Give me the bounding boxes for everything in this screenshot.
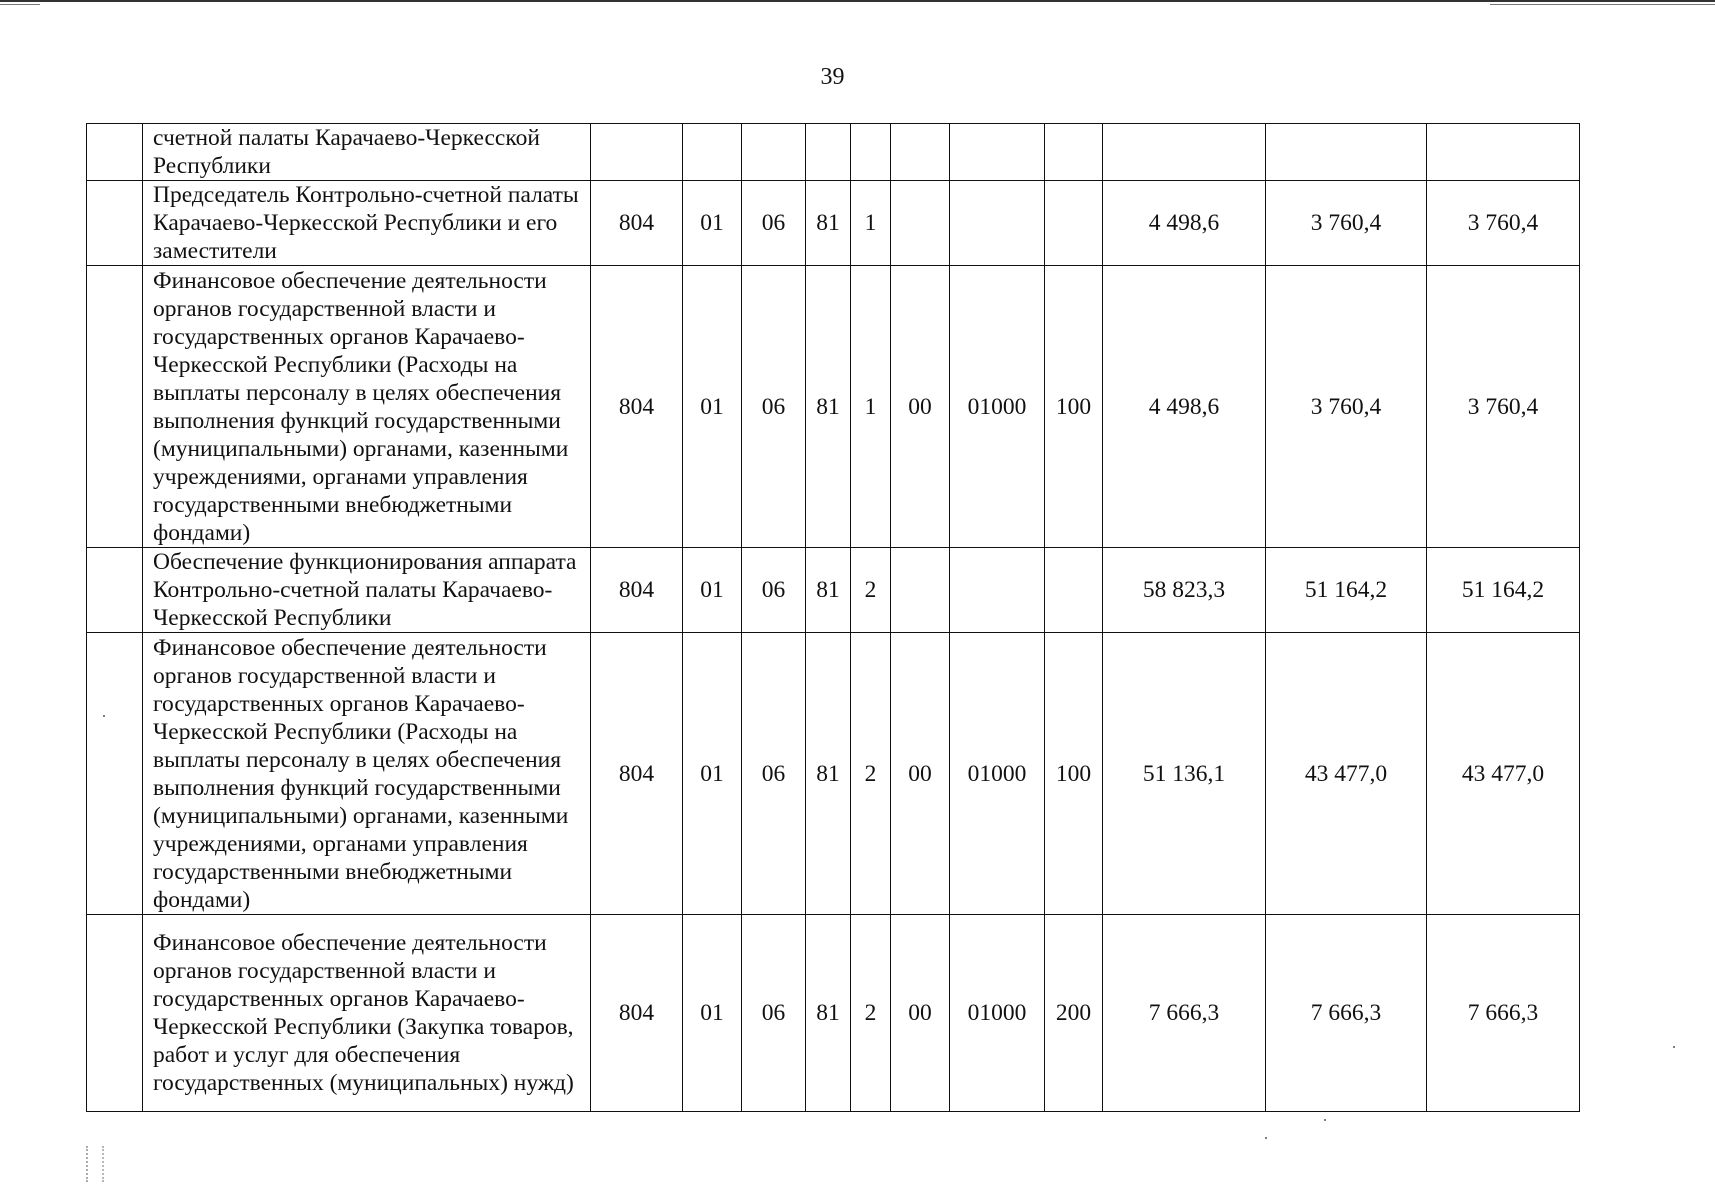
amount-year-3: 51 164,2 — [1427, 548, 1580, 633]
amount-year-2: 7 666,3 — [1266, 915, 1427, 1112]
section-code — [683, 124, 742, 181]
direction-code — [950, 181, 1045, 266]
amount-year-1: 7 666,3 — [1103, 915, 1266, 1112]
row-number-cell — [87, 633, 143, 915]
amount-year-2 — [1266, 124, 1427, 181]
ministry-code — [591, 124, 683, 181]
scan-artifact — [1490, 4, 1715, 5]
program-code: 81 — [806, 266, 851, 548]
amount-year-2: 43 477,0 — [1266, 633, 1427, 915]
amount-year-2: 51 164,2 — [1266, 548, 1427, 633]
page-number: 39 — [820, 64, 845, 90]
expense-type-code — [1045, 124, 1103, 181]
amount-year-3: 7 666,3 — [1427, 915, 1580, 1112]
ministry-code: 804 — [591, 181, 683, 266]
amount-year-1: 4 498,6 — [1103, 181, 1266, 266]
row-number-cell — [87, 124, 143, 181]
ministry-code: 804 — [591, 266, 683, 548]
amount-year-1: 58 823,3 — [1103, 548, 1266, 633]
main-event-code — [891, 124, 950, 181]
expense-type-code — [1045, 181, 1103, 266]
direction-code — [950, 548, 1045, 633]
expense-type-code — [1045, 548, 1103, 633]
main-event-code: 00 — [891, 266, 950, 548]
direction-code: 01000 — [950, 915, 1045, 1112]
row-number-cell — [87, 915, 143, 1112]
scan-stamp-mark — [86, 1146, 104, 1182]
expense-type-code: 100 — [1045, 633, 1103, 915]
row-name: Финансовое обеспечение деятельности органов государственной власти и государственных органов Карачаево-Черкесской Республики (Закупка товаров, работ и услуг для обеспечения государственных (муниципальных) нужд) — [143, 915, 591, 1112]
row-number-cell — [87, 548, 143, 633]
ministry-code: 804 — [591, 915, 683, 1112]
subsection-code — [742, 124, 806, 181]
ministry-code: 804 — [591, 548, 683, 633]
subprogram-code: 1 — [851, 181, 891, 266]
table-row — [87, 181, 1580, 266]
amount-year-2: 3 760,4 — [1266, 266, 1427, 548]
amount-year-3 — [1427, 124, 1580, 181]
row-number-cell — [87, 266, 143, 548]
scan-speck — [1265, 1137, 1267, 1139]
amount-year-1 — [1103, 124, 1266, 181]
main-event-code: 00 — [891, 633, 950, 915]
row-number-cell — [87, 181, 143, 266]
section-code: 01 — [683, 915, 742, 1112]
table-row — [87, 915, 1580, 1112]
section-code: 01 — [683, 181, 742, 266]
section-code: 01 — [683, 633, 742, 915]
row-name: Финансовое обеспечение деятельности органов государственной власти и государственных органов Карачаево-Черкесской Республики (Расходы на выплаты персоналу в целях обеспечения выполнения функций государственными (муниципальными) органами, казенными учреждениями, органами управления государственными внебюджетными фондами) — [143, 266, 591, 548]
scan-speck — [1673, 1046, 1675, 1048]
program-code: 81 — [806, 181, 851, 266]
subprogram-code: 1 — [851, 266, 891, 548]
row-name: Председатель Контрольно-счетной палаты Карачаево-Черкесской Республики и его заместители — [143, 181, 591, 266]
subprogram-code — [851, 124, 891, 181]
section-code: 01 — [683, 548, 742, 633]
amount-year-1: 4 498,6 — [1103, 266, 1266, 548]
subprogram-code: 2 — [851, 548, 891, 633]
expense-type-code: 200 — [1045, 915, 1103, 1112]
amount-year-2: 3 760,4 — [1266, 181, 1427, 266]
section-code: 01 — [683, 266, 742, 548]
top-scan-border — [0, 0, 1715, 2]
scan-speck — [1324, 1119, 1326, 1121]
row-name: Обеспечение функционирования аппарата Контрольно-счетной палаты Карачаево-Черкесской Республики — [143, 548, 591, 633]
table-row — [87, 633, 1580, 915]
row-name: Финансовое обеспечение деятельности органов государственной власти и государственных органов Карачаево-Черкесской Республики (Расходы на выплаты персоналу в целях обеспечения выполнения функций государственными (муниципальными) органами, казенными учреждениями, органами управления государственными внебюджетными фондами) — [143, 633, 591, 915]
budget-table — [86, 123, 1580, 1112]
subsection-code: 06 — [742, 915, 806, 1112]
direction-code: 01000 — [950, 633, 1045, 915]
subprogram-code: 2 — [851, 915, 891, 1112]
amount-year-3: 3 760,4 — [1427, 181, 1580, 266]
main-event-code — [891, 548, 950, 633]
table-row — [87, 548, 1580, 633]
amount-year-1: 51 136,1 — [1103, 633, 1266, 915]
direction-code — [950, 124, 1045, 181]
program-code: 81 — [806, 548, 851, 633]
ministry-code: 804 — [591, 633, 683, 915]
main-event-code: 00 — [891, 915, 950, 1112]
subsection-code: 06 — [742, 548, 806, 633]
subprogram-code: 2 — [851, 633, 891, 915]
row-name: счетной палаты Карачаево-Черкесской Республики — [143, 124, 591, 181]
program-code: 81 — [806, 633, 851, 915]
direction-code: 01000 — [950, 266, 1045, 548]
amount-year-3: 3 760,4 — [1427, 266, 1580, 548]
table-row — [87, 266, 1580, 548]
subsection-code: 06 — [742, 633, 806, 915]
table-row — [87, 124, 1580, 181]
main-event-code — [891, 181, 950, 266]
program-code: 81 — [806, 915, 851, 1112]
subsection-code: 06 — [742, 266, 806, 548]
scan-speck — [103, 715, 105, 717]
subsection-code: 06 — [742, 181, 806, 266]
amount-year-3: 43 477,0 — [1427, 633, 1580, 915]
expense-type-code: 100 — [1045, 266, 1103, 548]
program-code — [806, 124, 851, 181]
scan-artifact — [0, 4, 40, 5]
